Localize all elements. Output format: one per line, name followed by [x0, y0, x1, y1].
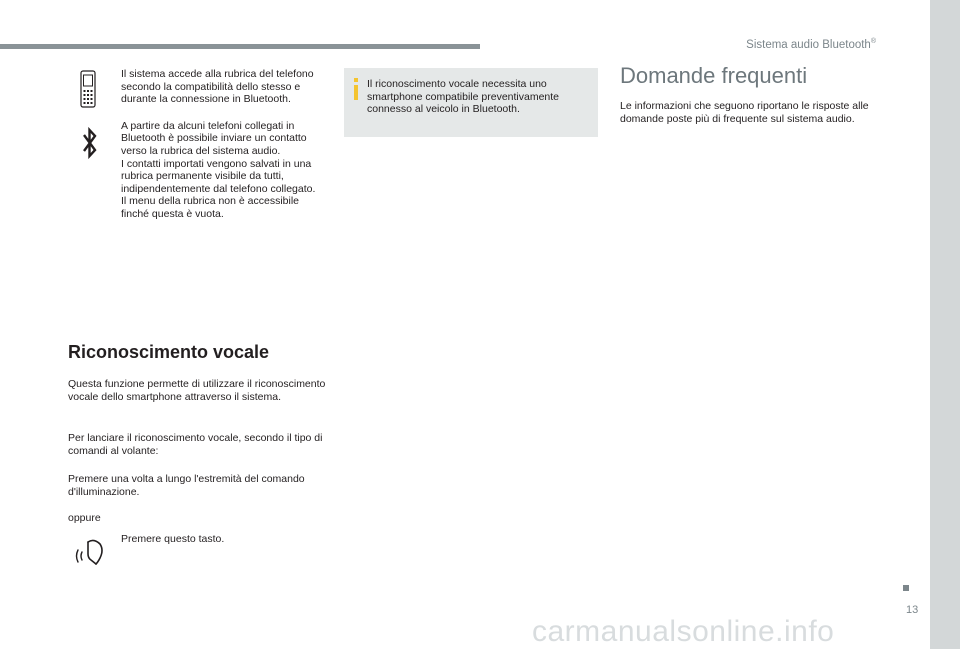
- voice-command-icon: [74, 534, 108, 573]
- phonebook-note: [68, 68, 328, 106]
- page-number: 13: [906, 604, 919, 616]
- bluetooth-line-3: Il menu della rubrica non è accessibile finché questa è vuota.: [121, 195, 300, 220]
- section-title-voice: Riconoscimento vocale: [68, 342, 270, 362]
- voice-button-text: Premere questo tasto.: [121, 533, 225, 545]
- voice-paragraph-or: oppure: [68, 512, 101, 524]
- bluetooth-icon: [82, 126, 98, 164]
- bluetooth-line-1: A partire da alcuni telefoni collegati in Bluetooth è possibile inviare un contatto verso la rubrica del sistema audio.: [121, 119, 307, 157]
- bluetooth-note: [68, 120, 328, 221]
- faq-title: Domande frequenti: [620, 63, 808, 88]
- watermark: carmanualsonline.info: [532, 615, 835, 648]
- page-marker: [903, 585, 909, 591]
- faq-intro-text: Le informazioni che seguono riportano le risposte alle domande poste più di frequente sul sistema audio.: [620, 100, 869, 125]
- contacts-column: [68, 68, 328, 221]
- voice-paragraph-3: Premere una volta a lungo l'estremità del comando d'illuminazione.: [68, 473, 305, 498]
- info-icon: [354, 78, 358, 100]
- info-box: [344, 68, 598, 137]
- phone-icon: [80, 70, 96, 112]
- voice-paragraph-2: Per lanciare il riconoscimento vocale, secondo il tipo di comandi al volante:: [68, 432, 323, 457]
- page-header-title: Sistema audio Bluetooth®: [746, 38, 876, 51]
- info-box-text: Il riconoscimento vocale necessita uno smartphone compatibile preventivamente connesso al veicolo in Bluetooth.: [367, 78, 560, 116]
- page-side-tab: [930, 0, 960, 649]
- phonebook-text: Il sistema accede alla rubrica del telefono secondo la compatibilità dello stesso e durante la connessione in Bluetooth.: [121, 68, 314, 106]
- bluetooth-line-2: I contatti importati vengono salvati in una rubrica permanente visibile da tutti, indipendentemente dal telefono collegato.: [121, 157, 316, 195]
- voice-paragraph-1: Questa funzione permette di utilizzare il riconoscimento vocale dello smartphone attraverso il sistema.: [68, 378, 326, 403]
- header-rule: [0, 44, 480, 49]
